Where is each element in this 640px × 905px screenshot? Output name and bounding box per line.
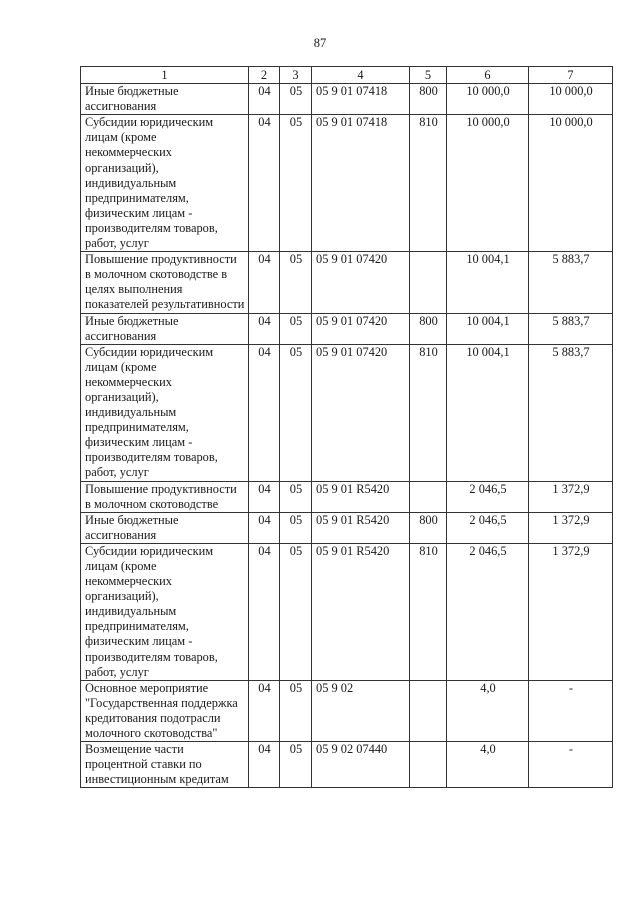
header-col-1: 1 [81,67,249,84]
row-amount-col7: 1 372,9 [529,481,613,512]
table-row [81,512,613,543]
row-amount-col6: 4,0 [447,680,529,741]
row-amount-col7: - [529,742,613,788]
row-subsection-code: 05 [280,680,312,741]
row-amount-col6: 2 046,5 [447,512,529,543]
row-name: Иные бюджетные ассигнования [81,84,249,115]
row-target-article: 05 9 01 R5420 [312,512,410,543]
row-subsection-code: 05 [280,742,312,788]
row-amount-col7: 5 883,7 [529,344,613,481]
row-expense-type: 800 [410,84,447,115]
table-row [81,252,613,313]
table-header [81,67,613,84]
row-subsection-code: 05 [280,543,312,680]
row-amount-col7: 5 883,7 [529,252,613,313]
row-section-code: 04 [249,252,280,313]
row-target-article: 05 9 02 [312,680,410,741]
row-section-code: 04 [249,481,280,512]
row-section-code: 04 [249,512,280,543]
header-row [81,67,613,84]
row-expense-type: 800 [410,313,447,344]
row-name: Субсидии юридическим лицам (кроме некоммерческих организаций), индивидуальным предпринимателям, физическим лицам - производителям товаров, работ, услуг [81,344,249,481]
row-subsection-code: 05 [280,344,312,481]
row-name: Субсидии юридическим лицам (кроме некоммерческих организаций), индивидуальным предпринимателям, физическим лицам - производителям товаров, работ, услуг [81,115,249,252]
header-col-5: 5 [410,67,447,84]
row-subsection-code: 05 [280,252,312,313]
header-col-7: 7 [529,67,613,84]
row-subsection-code: 05 [280,512,312,543]
row-target-article: 05 9 01 07418 [312,115,410,252]
row-amount-col7: 10 000,0 [529,84,613,115]
row-target-article: 05 9 01 R5420 [312,481,410,512]
row-target-article: 05 9 02 07440 [312,742,410,788]
row-section-code: 04 [249,115,280,252]
header-col-3: 3 [280,67,312,84]
row-name: Возмещение части процентной ставки по инвестиционным кредитам [81,742,249,788]
header-col-6: 6 [447,67,529,84]
row-name: Иные бюджетные ассигнования [81,313,249,344]
row-subsection-code: 05 [280,481,312,512]
row-target-article: 05 9 01 R5420 [312,543,410,680]
row-expense-type [410,680,447,741]
row-amount-col6: 10 000,0 [447,115,529,252]
row-section-code: 04 [249,344,280,481]
row-name: Иные бюджетные ассигнования [81,512,249,543]
row-amount-col6: 2 046,5 [447,543,529,680]
row-expense-type: 810 [410,543,447,680]
row-amount-col7: 1 372,9 [529,512,613,543]
table-body [81,84,613,788]
row-target-article: 05 9 01 07420 [312,313,410,344]
row-amount-col7: - [529,680,613,741]
row-expense-type: 810 [410,344,447,481]
table-row [81,84,613,115]
row-amount-col7: 1 372,9 [529,543,613,680]
row-subsection-code: 05 [280,313,312,344]
row-section-code: 04 [249,313,280,344]
table-row [81,115,613,252]
row-amount-col6: 10 004,1 [447,313,529,344]
row-amount-col6: 2 046,5 [447,481,529,512]
page-number: 87 [313,36,327,50]
row-amount-col6: 10 004,1 [447,252,529,313]
row-subsection-code: 05 [280,84,312,115]
table-row [81,742,613,788]
row-expense-type: 810 [410,115,447,252]
row-target-article: 05 9 01 07420 [312,344,410,481]
row-name: Субсидии юридическим лицам (кроме некоммерческих организаций), индивидуальным предпринимателям, физическим лицам - производителям товаров, работ, услуг [81,543,249,680]
row-expense-type: 800 [410,512,447,543]
row-expense-type [410,742,447,788]
row-name: Повышение продуктивности в молочном скотоводстве в целях выполнения показателей результативности [81,252,249,313]
row-target-article: 05 9 01 07418 [312,84,410,115]
row-amount-col7: 5 883,7 [529,313,613,344]
row-section-code: 04 [249,742,280,788]
row-section-code: 04 [249,84,280,115]
row-target-article: 05 9 01 07420 [312,252,410,313]
row-subsection-code: 05 [280,115,312,252]
row-amount-col6: 10 000,0 [447,84,529,115]
table-row [81,344,613,481]
row-amount-col6: 4,0 [447,742,529,788]
row-amount-col7: 10 000,0 [529,115,613,252]
row-expense-type [410,481,447,512]
table-row [81,481,613,512]
row-expense-type [410,252,447,313]
table-row [81,680,613,741]
header-col-2: 2 [249,67,280,84]
table-row [81,313,613,344]
header-col-4: 4 [312,67,410,84]
table-row [81,543,613,680]
row-section-code: 04 [249,680,280,741]
row-name: Основное мероприятие "Государственная поддержка кредитования подотрасли молочного скотоводства" [81,680,249,741]
row-amount-col6: 10 004,1 [447,344,529,481]
budget-table [80,66,613,788]
row-name: Повышение продуктивности в молочном скотоводстве [81,481,249,512]
row-section-code: 04 [249,543,280,680]
